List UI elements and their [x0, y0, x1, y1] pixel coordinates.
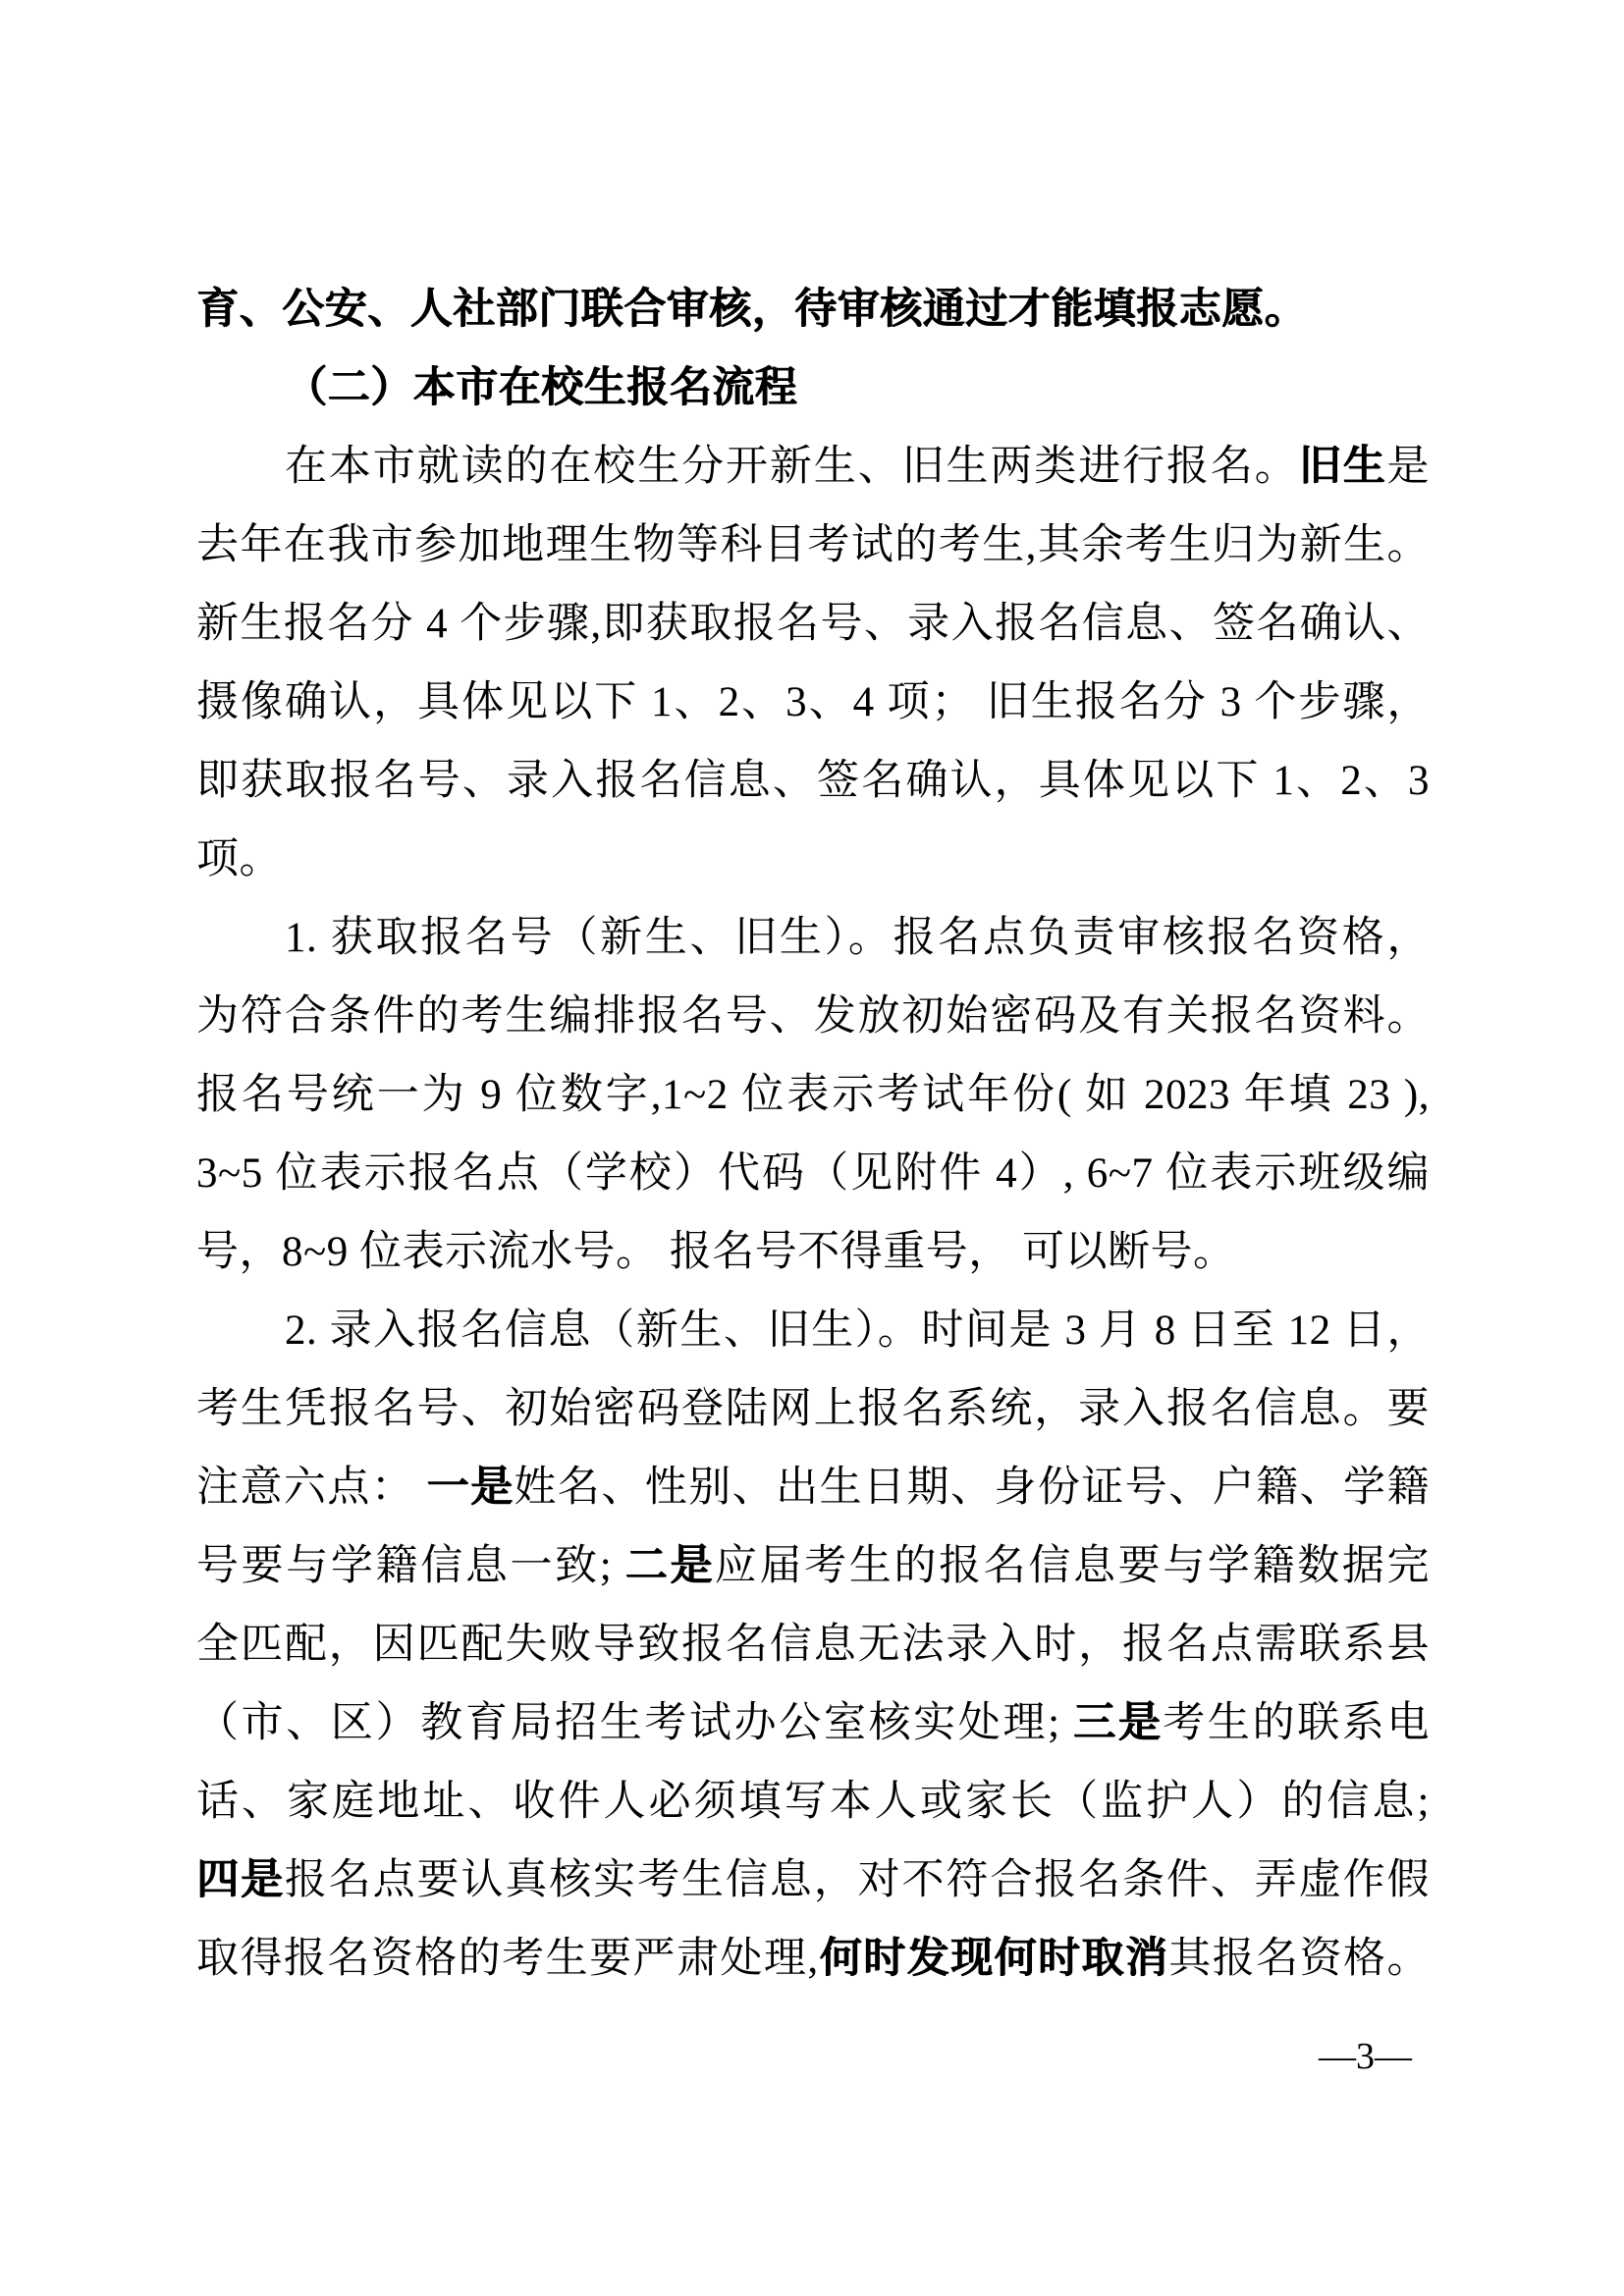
text-segment: 取得报名资格的考生要严肃处理,	[196, 1936, 819, 1982]
page-number	[196, 2034, 1430, 2079]
text-segment: 报名号统一为 9 位数字,1~2 位表示考试年份( 如 2023 年填 23 ),	[196, 1072, 1430, 1118]
text-line-11	[196, 1056, 1430, 1135]
text-line-12	[196, 1135, 1430, 1213]
text-line-4	[196, 507, 1430, 585]
text-segment: （市、区）教育局招生考试办公室核实处理;	[196, 1700, 1074, 1746]
text-segment: 育、公安、人社部门联合审核，待审核通过才能填报志愿。	[196, 287, 1307, 333]
text-line-19	[196, 1684, 1430, 1763]
text-line-8	[196, 821, 1430, 899]
text-segment: 话、家庭地址、收件人必须填写本人或家长（监护人）的信息;	[196, 1779, 1430, 1825]
text-segment: 旧生	[1298, 444, 1387, 490]
text-segment: 1. 获取报名号（新生、旧生）。报名点负责审核报名资格，	[285, 915, 1430, 961]
text-segment: 全匹配，因匹配失败导致报名信息无法录入时，报名点需联系县	[196, 1622, 1430, 1668]
text-segment: 考生的联系电	[1163, 1700, 1430, 1746]
text-segment: 是	[1386, 444, 1430, 490]
text-line-20	[196, 1763, 1430, 1842]
text-line-3	[196, 428, 1430, 507]
text-line-17	[196, 1527, 1430, 1606]
text-line-22	[196, 1920, 1430, 1999]
text-segment: 姓名、性别、出生日期、身份证号、户籍、学籍	[514, 1465, 1430, 1511]
text-segment: 即获取报名号、录入报名信息、签名确认，具体见以下 1、2、3	[196, 758, 1430, 804]
text-segment: 应届考生的报名信息要与学籍数据完	[714, 1543, 1430, 1589]
document-body	[196, 271, 1430, 1999]
text-segment: 2. 录入报名信息（新生、旧生）。时间是 3 月 8 日至 12 日，	[285, 1308, 1430, 1354]
text-line-21	[196, 1842, 1430, 1920]
text-line-7	[196, 742, 1430, 821]
text-line-2	[196, 349, 1430, 428]
text-segment: 新生报名分 4 个步骤,即获取报名号、录入报名信息、签名确认、	[196, 601, 1430, 647]
text-segment: （二）本市在校生报名流程	[285, 365, 797, 411]
text-segment: 为符合条件的考生编排报名号、发放初始密码及有关报名资料。	[196, 993, 1430, 1040]
text-line-1	[196, 271, 1430, 349]
text-segment: 何时发现何时取消	[818, 1936, 1169, 1982]
text-line-5	[196, 585, 1430, 664]
text-line-18	[196, 1606, 1430, 1684]
text-line-14	[196, 1292, 1430, 1370]
text-line-10	[196, 978, 1430, 1056]
text-segment: 3~5 位表示报名点（学校）代码（见附件 4）, 6~7 位表示班级编	[196, 1150, 1430, 1197]
text-segment: 三是	[1073, 1700, 1164, 1746]
text-segment: 二是	[624, 1543, 715, 1589]
text-line-9	[196, 899, 1430, 978]
text-line-13	[196, 1213, 1430, 1292]
text-line-16	[196, 1449, 1430, 1527]
page-number-label: —3—	[1319, 2036, 1412, 2077]
text-segment: 去年在我市参加地理生物等科目考试的考生,其余考生归为新生。	[196, 522, 1430, 568]
text-segment: 四是	[196, 1857, 285, 1903]
text-segment: 在本市就读的在校生分开新生、旧生两类进行报名。	[285, 444, 1299, 490]
text-segment: 一是	[426, 1465, 514, 1511]
text-segment: 号，8~9 位表示流水号。 报名号不得重号， 可以断号。	[196, 1229, 1236, 1275]
text-segment: 注意六点：	[196, 1465, 427, 1511]
text-segment: 其报名资格。	[1168, 1936, 1430, 1982]
text-segment: 考生凭报名号、初始密码登陆网上报名系统，录入报名信息。要	[196, 1386, 1430, 1432]
text-segment: 摄像确认，具体见以下 1、2、3、4 项； 旧生报名分 3 个步骤，	[196, 679, 1430, 725]
text-line-15	[196, 1370, 1430, 1449]
text-line-6	[196, 664, 1430, 742]
text-segment: 报名点要认真核实考生信息，对不符合报名条件、弄虚作假	[284, 1857, 1430, 1903]
text-segment: 号要与学籍信息一致;	[196, 1543, 625, 1589]
text-segment: 项。	[196, 836, 282, 882]
